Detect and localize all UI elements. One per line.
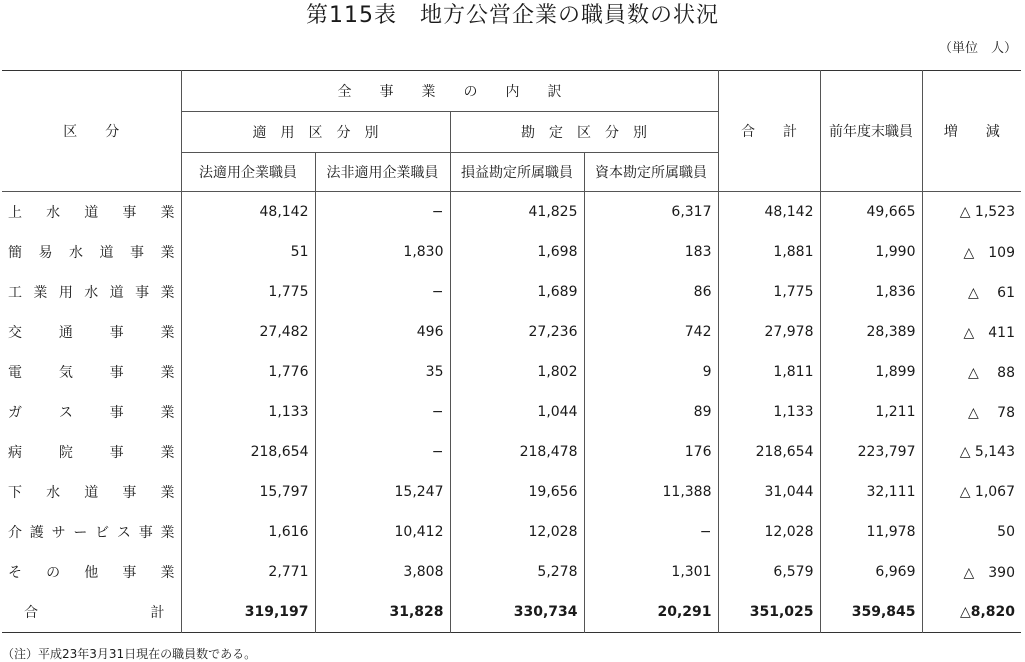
header-breakdown: 全 事 業 の 内 訳 (181, 71, 718, 112)
unit-label: （単位 人） (938, 41, 1017, 56)
cell-legal: 1,133 (181, 392, 315, 432)
cell-prev: 223,797 (820, 432, 922, 472)
cell-total: 48,142 (718, 192, 820, 233)
cell-profit: 218,478 (450, 432, 584, 472)
header-prev: 前年度末職員 (820, 71, 922, 192)
cell-nonlegal: − (315, 272, 450, 312)
cell-change: 50 (922, 512, 1021, 552)
header-col-capital: 資本勘定所属職員 (584, 153, 718, 192)
cell-legal: 1,776 (181, 352, 315, 392)
cell-total: 6,579 (718, 552, 820, 592)
cell-profit: 1,044 (450, 392, 584, 432)
cell-profit: 5,278 (450, 552, 584, 592)
cell-change: △ 61 (922, 272, 1021, 312)
header-apply-group: 適 用 区 分 別 (181, 112, 450, 153)
cell-legal: 1,616 (181, 512, 315, 552)
cell-capital: 6,317 (584, 192, 718, 233)
cell-profit: 27,236 (450, 312, 584, 352)
cell-legal: 48,142 (181, 192, 315, 233)
cell-nonlegal: 35 (315, 352, 450, 392)
cell-capital: 1,301 (584, 552, 718, 592)
table-title: 第115表 地方公営企業の職員数の状況 (306, 3, 719, 28)
cell-total: 27,978 (718, 312, 820, 352)
cell-prev: 11,978 (820, 512, 922, 552)
cell-legal: 218,654 (181, 432, 315, 472)
row-label: 工業用水道事業 (8, 285, 175, 301)
table-row (2, 552, 1021, 592)
cell-prev: 28,389 (820, 312, 922, 352)
cell-capital: 20,291 (584, 592, 718, 633)
table-row (2, 272, 1021, 312)
cell-capital: 11,388 (584, 472, 718, 512)
table-row (2, 472, 1021, 512)
cell-prev: 359,845 (820, 592, 922, 633)
row-label: 簡易水道事業 (8, 245, 175, 261)
cell-profit: 1,689 (450, 272, 584, 312)
cell-nonlegal: − (315, 392, 450, 432)
row-label: ガス事業 (8, 405, 175, 421)
cell-change: △ 109 (922, 232, 1021, 272)
table-row (2, 232, 1021, 272)
table-row (2, 512, 1021, 552)
cell-total: 1,133 (718, 392, 820, 432)
cell-profit: 330,734 (450, 592, 584, 633)
cell-nonlegal: 496 (315, 312, 450, 352)
staff-table (2, 70, 1021, 633)
table-row (2, 432, 1021, 472)
cell-nonlegal: − (315, 192, 450, 233)
total-row (2, 592, 1021, 633)
cell-nonlegal: 31,828 (315, 592, 450, 633)
row-label: 介護サービス事業 (8, 525, 175, 541)
cell-legal: 319,197 (181, 592, 315, 633)
cell-capital: − (584, 512, 718, 552)
cell-capital: 89 (584, 392, 718, 432)
cell-change: △8,820 (922, 592, 1021, 633)
row-label: 上水道事業 (8, 205, 175, 221)
cell-profit: 19,656 (450, 472, 584, 512)
row-label: その他事業 (8, 565, 175, 581)
cell-total: 1,811 (718, 352, 820, 392)
cell-change: △ 5,143 (922, 432, 1021, 472)
table-row (2, 312, 1021, 352)
header-category: 区 分 (2, 71, 181, 192)
header-total: 合 計 (718, 71, 820, 192)
row-label: 病院事業 (8, 445, 175, 461)
cell-capital: 742 (584, 312, 718, 352)
header-col-nonlegal: 法非適用企業職員 (315, 153, 450, 192)
cell-total: 1,775 (718, 272, 820, 312)
cell-profit: 1,802 (450, 352, 584, 392)
cell-profit: 12,028 (450, 512, 584, 552)
cell-total: 12,028 (718, 512, 820, 552)
table-row (2, 352, 1021, 392)
cell-nonlegal: 10,412 (315, 512, 450, 552)
cell-prev: 49,665 (820, 192, 922, 233)
cell-legal: 27,482 (181, 312, 315, 352)
cell-legal: 15,797 (181, 472, 315, 512)
cell-change: △ 411 (922, 312, 1021, 352)
header-col-profit: 損益勘定所属職員 (450, 153, 584, 192)
cell-prev: 1,899 (820, 352, 922, 392)
cell-change: △ 88 (922, 352, 1021, 392)
cell-total: 218,654 (718, 432, 820, 472)
cell-prev: 32,111 (820, 472, 922, 512)
cell-prev: 6,969 (820, 552, 922, 592)
header-change: 増 減 (922, 71, 1021, 192)
cell-prev: 1,990 (820, 232, 922, 272)
row-label: 交通事業 (8, 325, 175, 341)
cell-change: △ 390 (922, 552, 1021, 592)
cell-total: 31,044 (718, 472, 820, 512)
row-label: 下水道事業 (8, 485, 175, 501)
cell-legal: 1,775 (181, 272, 315, 312)
cell-change: △ 1,067 (922, 472, 1021, 512)
cell-capital: 86 (584, 272, 718, 312)
row-label: 電気事業 (8, 365, 175, 381)
cell-change: △ 1,523 (922, 192, 1021, 233)
cell-change: △ 78 (922, 392, 1021, 432)
cell-nonlegal: − (315, 432, 450, 472)
cell-legal: 51 (181, 232, 315, 272)
table-row (2, 392, 1021, 432)
cell-nonlegal: 3,808 (315, 552, 450, 592)
header-col-legal: 法適用企業職員 (181, 153, 315, 192)
cell-legal: 2,771 (181, 552, 315, 592)
cell-capital: 183 (584, 232, 718, 272)
cell-capital: 176 (584, 432, 718, 472)
cell-total: 1,881 (718, 232, 820, 272)
cell-capital: 9 (584, 352, 718, 392)
header-account-group: 勘 定 区 分 別 (450, 112, 718, 153)
cell-prev: 1,211 (820, 392, 922, 432)
cell-total: 351,025 (718, 592, 820, 633)
row-label: 合計 (24, 605, 165, 621)
cell-nonlegal: 15,247 (315, 472, 450, 512)
footnote: （注）平成23年3月31日現在の職員数である。 (2, 647, 257, 661)
cell-prev: 1,836 (820, 272, 922, 312)
cell-nonlegal: 1,830 (315, 232, 450, 272)
table-row (2, 192, 1021, 233)
cell-profit: 1,698 (450, 232, 584, 272)
cell-profit: 41,825 (450, 192, 584, 233)
